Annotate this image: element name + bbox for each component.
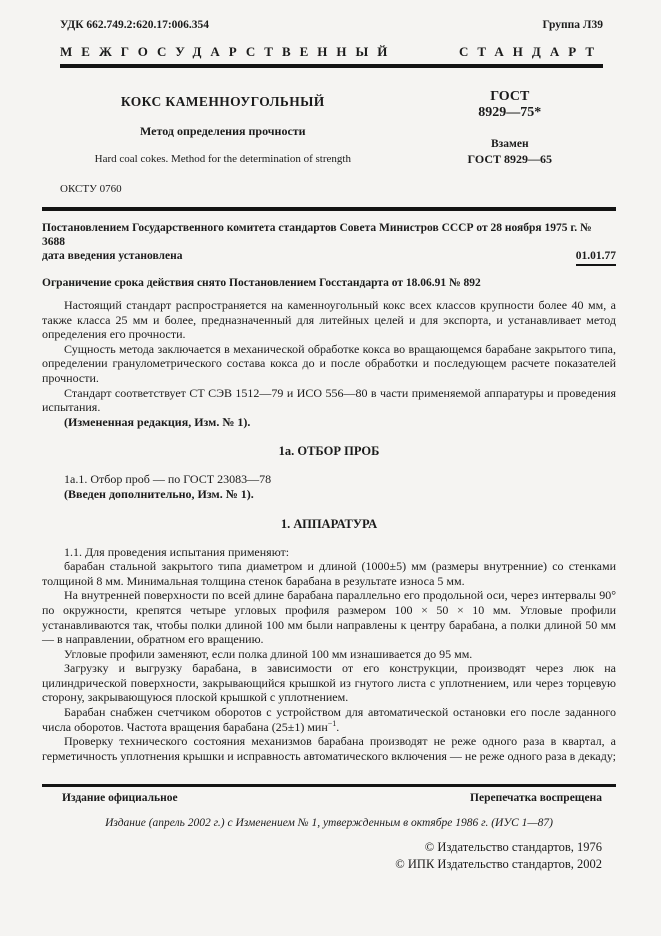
intro-paragraph: Настоящий стандарт распространяется на каменноугольный кокс всех классов крупности более 40 мм, а также класса 25 мм и более, предназначенный для литейных целей и для экспорта, и устанавливает метод определения его прочности. <box>42 298 616 342</box>
enactment-date-label: дата введения установлена <box>42 250 183 262</box>
rotation-superscript: −1 <box>327 718 337 728</box>
title-column <box>42 68 404 167</box>
footer-rule <box>42 784 616 787</box>
apparatus-paragraph: барабан стальной закрытого типа диаметром и длиной (1000±5) мм (размеры внутренние) со стенками толщиной 8 мм. Минимальная толщина стенок барабана в результате износа 5 мм. <box>42 559 616 588</box>
apparatus-paragraph: Проверку технического состояния механизмов барабана производят не реже одного раза в квартал, а герметичность уплотнения крышки и исправность автоматического включения — не реже одного раза в декаду; <box>42 734 617 763</box>
gost-column <box>404 68 616 167</box>
sampling-note: (Введен дополнительно, Изм. № 1). <box>64 486 254 501</box>
enactment-paragraph <box>42 221 616 266</box>
enactment-date: 01.01.77 <box>576 249 616 266</box>
intro-paragraph: Стандарт соответствует СТ СЭВ 1512—79 и ИСО 556—80 в части применяемой аппаратуры и проведения испытания. <box>42 385 616 415</box>
copyright-line: © Издательство стандартов, 1976 <box>424 840 602 855</box>
gost-label: ГОСТ <box>490 89 530 104</box>
sampling-heading: 1а. ОТБОР ПРОБ <box>278 444 380 459</box>
enactment-line2 <box>42 249 616 266</box>
amendment-note: (Измененная редакция, Изм. № 1). <box>64 414 251 429</box>
section-rule <box>42 207 616 211</box>
apparatus-section <box>42 545 616 764</box>
apparatus-paragraph: Загрузку и выгрузку барабана, в зависимости от его конструкции, производят через люк на цилиндрической поверхности, закрывающийся крышкой из гнутого листа с уплотнением, или через торцевую сторону, закрывающуюся плоской крышкой с уплотнением. <box>42 661 616 705</box>
rotation-text-end: . <box>336 719 340 734</box>
edition-note: Издание (апрель 2002 г.) с Изменением № 1, утвержденным в октябре 1986 г. (ИУС 1—87) <box>105 817 553 830</box>
title-block <box>42 68 616 167</box>
apparatus-rotation-paragraph <box>42 705 616 734</box>
gost-number: 8929—75* <box>478 105 542 120</box>
apparatus-paragraph: Угловые профили заменяют, если полка длиной 100 мм изнашивается до 95 мм. <box>64 646 473 661</box>
footer-row <box>62 792 602 804</box>
copyright-line: © ИПК Издательство стандартов, 2002 <box>395 857 602 872</box>
apparatus-paragraph: На внутренней поверхности по всей длине барабана параллельно его продольной оси, через интервалы 90° по окружности, крепятся четыре угловых профиля размером 100 × 50 × 10 мм. Угловые профили устанавливаются так, чтобы полки длиной 100 мм были направлены к центру барабана, а полки длиной 50 мм — в направлении, обратном его вращению. <box>42 588 616 647</box>
rotation-text: Барабан снабжен счетчиком оборотов с устройством для автоматической остановки его после заданного числа оборотов. Частота вращения барабана (25±1) мин <box>42 705 616 734</box>
reprint-prohibited-label: Перепечатка воспрещена <box>470 792 602 805</box>
standard-type-heading: МЕЖГОСУДАРСТВЕННЫЙ СТАНДАРТ <box>60 44 603 59</box>
udc-code: УДК 662.749.2:620.17:006.354 <box>60 19 210 31</box>
document-title-en: Hard coal cokes. Method for the determination of strength <box>94 153 351 165</box>
sampling-item: 1а.1. Отбор проб — по ГОСТ 23083—78 <box>64 472 272 487</box>
intro-section <box>42 298 616 429</box>
intro-paragraph: Сущность метода заключается в механической обработке кокса во вращающемся барабане закрытого типа, определении гранулометрического состава кокса до и после обработки и последующем расчете показателей прочности. <box>42 341 616 385</box>
replaces-number: ГОСТ 8929—65 <box>467 152 553 166</box>
udc-row <box>60 0 603 31</box>
official-edition-label: Издание официальное <box>62 792 178 805</box>
copyright-block <box>42 839 602 873</box>
document-subtitle-ru: Метод определения прочности <box>140 124 306 138</box>
group-label: Группа Л39 <box>542 19 603 31</box>
restriction-note: Ограничение срока действия снято Постановлением Госстандарта от 18.06.91 № 892 <box>42 277 481 289</box>
enactment-line1: Постановлением Государственного комитета стандартов Совета Министров СССР от 28 ноября 1975 г. № 3688 <box>42 222 592 248</box>
replaces-label: Взамен <box>490 138 529 150</box>
document-title-ru: КОКС КАМЕННОУГОЛЬНЫЙ <box>120 94 325 109</box>
apparatus-heading: 1. АППАРАТУРА <box>280 516 378 531</box>
apparatus-paragraph: 1.1. Для проведения испытания применяют: <box>64 544 290 559</box>
okstu-code: ОКСТУ 0760 <box>60 183 122 195</box>
